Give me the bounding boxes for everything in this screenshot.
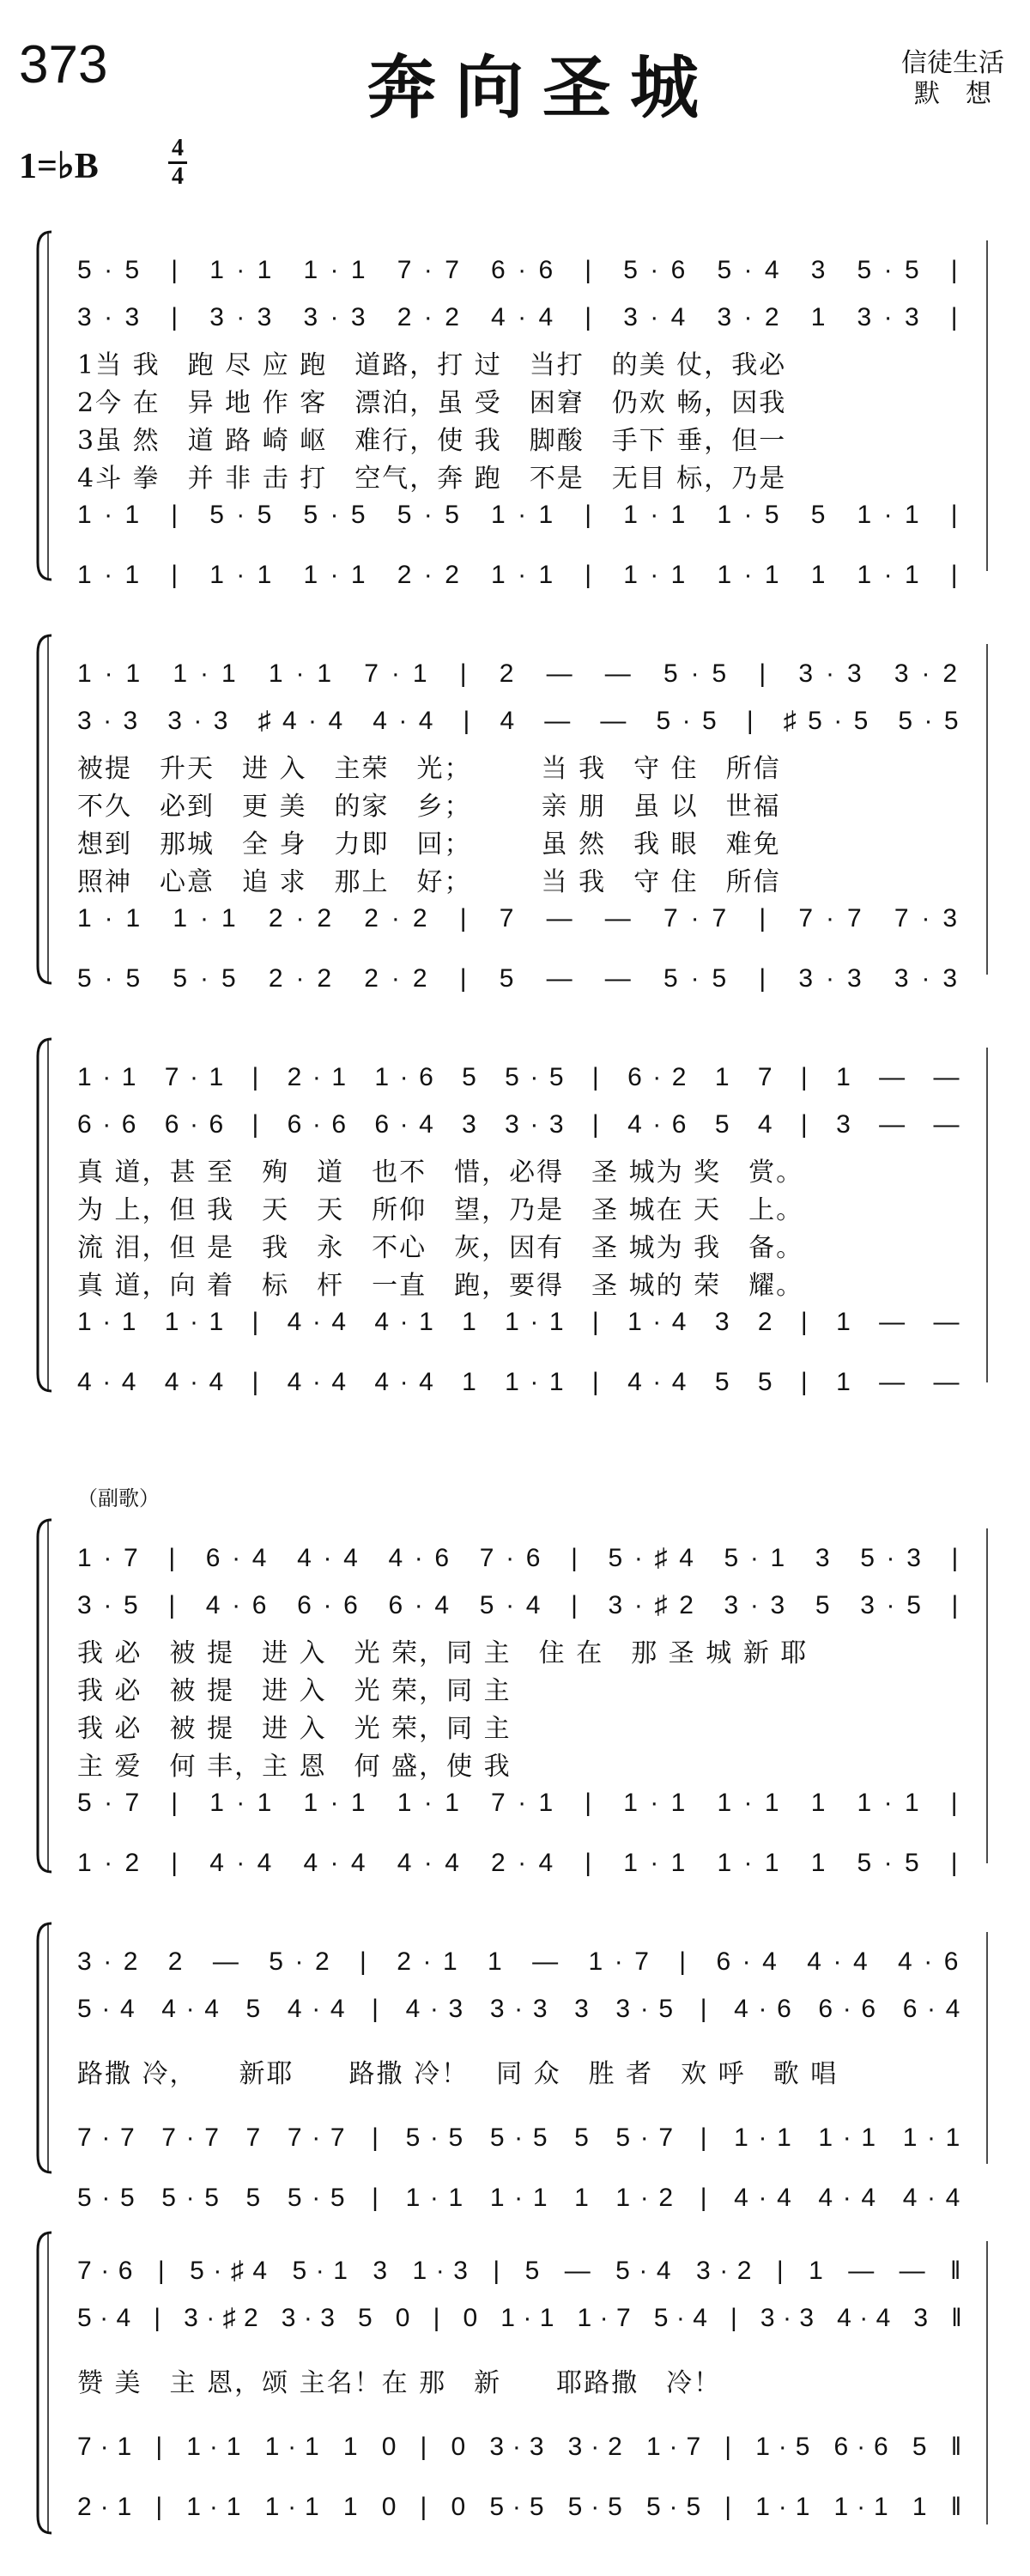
notation-row: 5·5 5·5 5 5·5 | 1·1 1·1 1 1·2 | 4·4 4·4 4·4 <box>77 2184 970 2212</box>
lyric-line: 主 爱 何 丰，主 恩 何 盛，使 我 <box>77 1752 512 1782</box>
lyric-line: 1当 我 跑 尽 应 跑 道路，打 过 当打 的美 仗，我必 <box>77 350 787 380</box>
lyric-line: 赞 美 主 恩，颂 主名！在 那 新 耶路撒 冷！ <box>77 2368 722 2398</box>
notation-row: 5·5 | 1·1 1·1 7·7 6·6 | 5·6 5·4 3 5·5 | <box>77 256 970 284</box>
notation-row: 1·1 1·1 1·1 7·1 | 2 — — 5·5 | 3·3 3·2 <box>77 659 970 688</box>
lyric-line: 为 上，但 我 天 天 所仰 望，乃是 圣 城在 天 上。 <box>77 1195 804 1225</box>
notation-row: 1·1 | 1·1 1·1 2·2 1·1 | 1·1 1·1 1 1·1 | <box>77 561 970 589</box>
notation-row: 1·1 7·1 | 2·1 1·6 5 5·5 | 6·2 1 7 | 1 — — <box>77 1063 970 1091</box>
notation-row: 1·1 | 5·5 5·5 5·5 1·1 | 1·1 1·5 5 1·1 | <box>77 501 970 529</box>
lyric-line: 真 道，向 着 标 杆 一直 跑，要得 圣 城的 荣 耀。 <box>77 1271 804 1301</box>
lyric-line: 我 必 被 提 进 入 光 荣，同 主 <box>77 1676 512 1706</box>
hymn-number: 373 <box>19 35 108 94</box>
system-bracket <box>38 1923 52 2172</box>
lyric-line: 流 泪，但 是 我 永 不心 灰，因有 圣 城为 我 备。 <box>77 1233 804 1263</box>
notation-row: 5·7 | 1·1 1·1 1·1 7·1 | 1·1 1·1 1 1·1 | <box>77 1789 970 1817</box>
notation-row: 5·4 | 3·♯2 3·3 5 0 | 0 1·1 1·7 5·4 | 3·3 4·4 3 ‖ <box>77 2304 970 2332</box>
lyric-line: 想到 那城 全 身 力即 回； 虽 然 我 眼 难免 <box>77 829 781 860</box>
notation-row: 5·5 5·5 2·2 2·2 | 5 — — 5·5 | 3·3 3·3 <box>77 964 970 993</box>
lyric-line: 真 道，甚 至 殉 道 也不 惜，必得 圣 城为 奖 赏。 <box>77 1157 804 1188</box>
lyric-line: 3虽 然 道 路 崎 岖 难行，使 我 脚酸 手下 垂，但一 <box>77 426 787 456</box>
notation-row: 1·1 1·1 | 4·4 4·1 1 1·1 | 1·4 3 2 | 1 — — <box>77 1308 970 1336</box>
notation-row: 7·7 7·7 7 7·7 | 5·5 5·5 5 5·7 | 1·1 1·1 1·1 <box>77 2123 970 2152</box>
notation-row: 4·4 4·4 | 4·4 4·4 1 1·1 | 4·4 5 5 | 1 — — <box>77 1368 970 1396</box>
credit-line-2: 默 想 <box>914 79 991 109</box>
system-bracket <box>38 1039 52 1391</box>
key-signature: 1=♭B <box>19 147 99 186</box>
notation-row: 3·5 | 4·6 6·6 6·4 5·4 | 3·♯2 3·3 5 3·5 | <box>77 1591 970 1619</box>
system-bracket <box>38 635 52 983</box>
lyric-line: 照神 心意 追 求 那上 好； 当 我 守 住 所信 <box>77 867 781 897</box>
notation-row: 1·1 1·1 2·2 2·2 | 7 — — 7·7 | 7·7 7·3 <box>77 904 970 933</box>
notation-row: 3·3 3·3 ♯4·4 4·4 | 4 — — 5·5 | ♯5·5 5·5 <box>77 707 970 735</box>
notation-row: 6·6 6·6 | 6·6 6·4 3 3·3 | 4·6 5 4 | 3 — — <box>77 1110 970 1139</box>
notation-row: 3·3 | 3·3 3·3 2·2 4·4 | 3·4 3·2 1 3·3 | <box>77 303 970 331</box>
system-bracket <box>38 2233 52 2533</box>
system-bracket <box>38 1520 52 1872</box>
lyric-line: 我 必 被 提 进 入 光 荣，同 主 住 在 那 圣 城 新 耶 <box>77 1638 809 1668</box>
lyric-line: 被提 升天 进 入 主荣 光； 当 我 守 住 所信 <box>77 754 781 784</box>
lyric-line: 路撒 冷， 新耶 路撒 冷！ 同 众 胜 者 欢 呼 歌 唱 <box>77 2059 839 2089</box>
hymn-title: 奔向圣城 <box>367 47 718 128</box>
credit-line-1: 信徒生活 <box>901 48 1004 78</box>
notation-row: 5·4 4·4 5 4·4 | 4·3 3·3 3 3·5 | 4·6 6·6 6·4 <box>77 1995 970 2023</box>
notation-row: 2·1 | 1·1 1·1 1 0 | 0 5·5 5·5 5·5 | 1·1 1·1 1 ‖ <box>77 2493 970 2521</box>
notation-row: 7·6 | 5·♯4 5·1 3 1·3 | 5 — 5·4 3·2 | 1 — — ‖ <box>77 2257 970 2285</box>
time-signature-top: 4 <box>172 135 184 161</box>
system-bracket <box>38 232 52 580</box>
lyric-line: 2今 在 异 地 作 客 漂泊，虽 受 困窘 仍欢 畅，因我 <box>77 388 787 418</box>
notation-row: 1·7 | 6·4 4·4 4·6 7·6 | 5·♯4 5·1 3 5·3 | <box>77 1544 970 1572</box>
lyric-line: 不久 必到 更 美 的家 乡； 亲 朋 虽 以 世福 <box>77 792 781 822</box>
notation-row: 7·1 | 1·1 1·1 1 0 | 0 3·3 3·2 1·7 | 1·5 6·6 5 ‖ <box>77 2433 970 2461</box>
lyric-line: 4斗 拳 并 非 击 打 空气，奔 跑 不是 无目 标，乃是 <box>77 464 787 494</box>
lyric-line: 我 必 被 提 进 入 光 荣，同 主 <box>77 1714 512 1744</box>
notation-row: 1·2 | 4·4 4·4 4·4 2·4 | 1·1 1·1 1 5·5 | <box>77 1849 970 1877</box>
refrain-label: （副歌） <box>77 1486 160 1510</box>
time-signature-bottom: 4 <box>172 163 184 190</box>
notation-row: 3·2 2 — 5·2 | 2·1 1 — 1·7 | 6·4 4·4 4·6 <box>77 1947 970 1976</box>
